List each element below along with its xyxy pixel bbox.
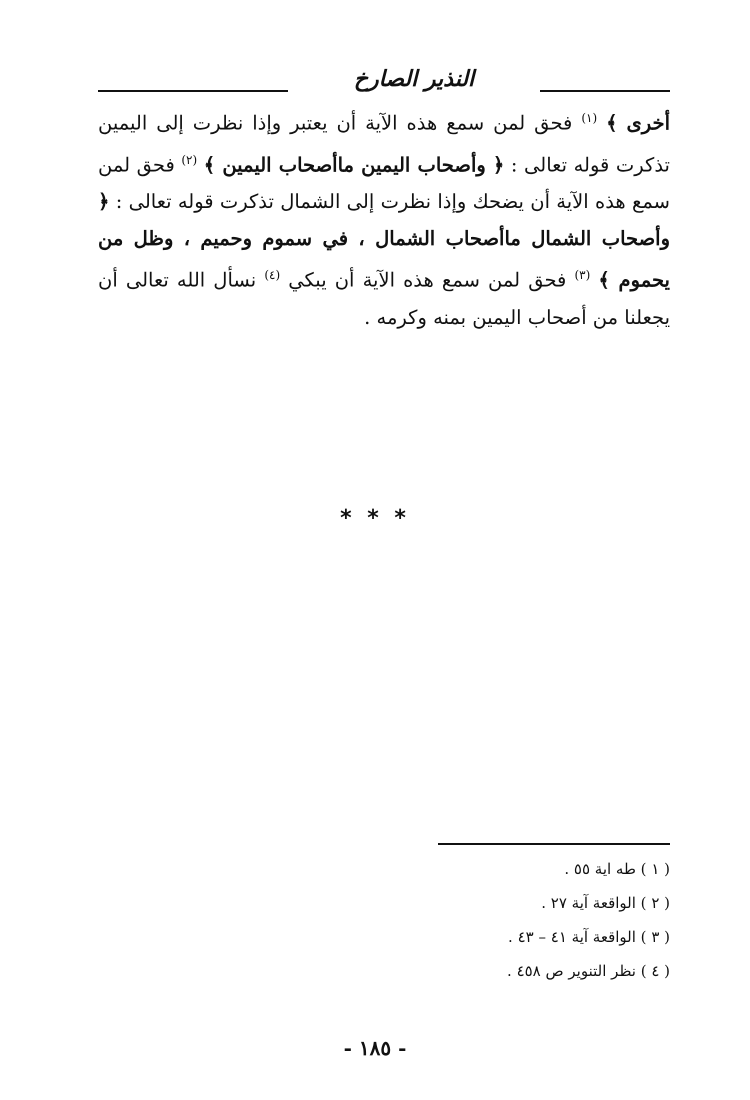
footnotes (300, 852, 670, 988)
body-text-segment: فحق لمن سمع هذه الآية أن يبكي (288, 268, 567, 292)
footnote-1: ( ١ ) طه اية ٥٥ . (564, 860, 670, 878)
body-text-segment: نسأل الله تعالى أن يجعلنا من أصحاب اليمين بمنه وكرمه . (98, 268, 670, 329)
body-text-segment: فحق لمن سمع هذه الآية أن يضحك وإذا نظرت إلى الشمال تذكرت قوله تعالى : (98, 153, 670, 213)
footnote-ref-1[interactable]: (١) (581, 111, 598, 125)
footnote-2: ( ٢ ) الواقعة آية ٢٧ . (541, 894, 670, 912)
running-header-title (288, 64, 540, 94)
quran-bracket: ﴾ (606, 111, 618, 135)
running-header-title-text: النذير الصارخ (346, 66, 482, 92)
footnote-4: ( ٤ ) نظر التنوير ص ٤٥٨ . (507, 962, 670, 980)
body-paragraph (98, 100, 670, 336)
quran-fragment: أخرى (626, 111, 671, 135)
quran-verse-1: ﴿ وأصحاب اليمين ماأصحاب اليمين ﴾ (203, 153, 505, 176)
section-separator: * * * (340, 506, 410, 531)
footnote-rule (438, 843, 670, 845)
footnote-ref-4[interactable]: (٤) (264, 268, 281, 282)
body-text-segment: فحق لمن سمع هذه الآية أن يعتبر وإذا نظرت إلى اليمين تذكرت قوله تعالى : (98, 111, 670, 176)
quran-verse-2: ﴿ وأصحاب الشمال ماأصحاب الشمال ، في سموم وحميم ، وظل من يحموم ﴾ (98, 190, 670, 292)
running-header (98, 64, 670, 98)
footnote-3: ( ٣ ) الواقعة آية ٤١ – ٤٣ . (508, 928, 670, 946)
footnote-ref-2[interactable]: (٢) (181, 152, 198, 167)
footnote-ref-3[interactable]: (٣) (574, 268, 591, 282)
page-number: - ١٨٥ - (343, 1036, 407, 1060)
